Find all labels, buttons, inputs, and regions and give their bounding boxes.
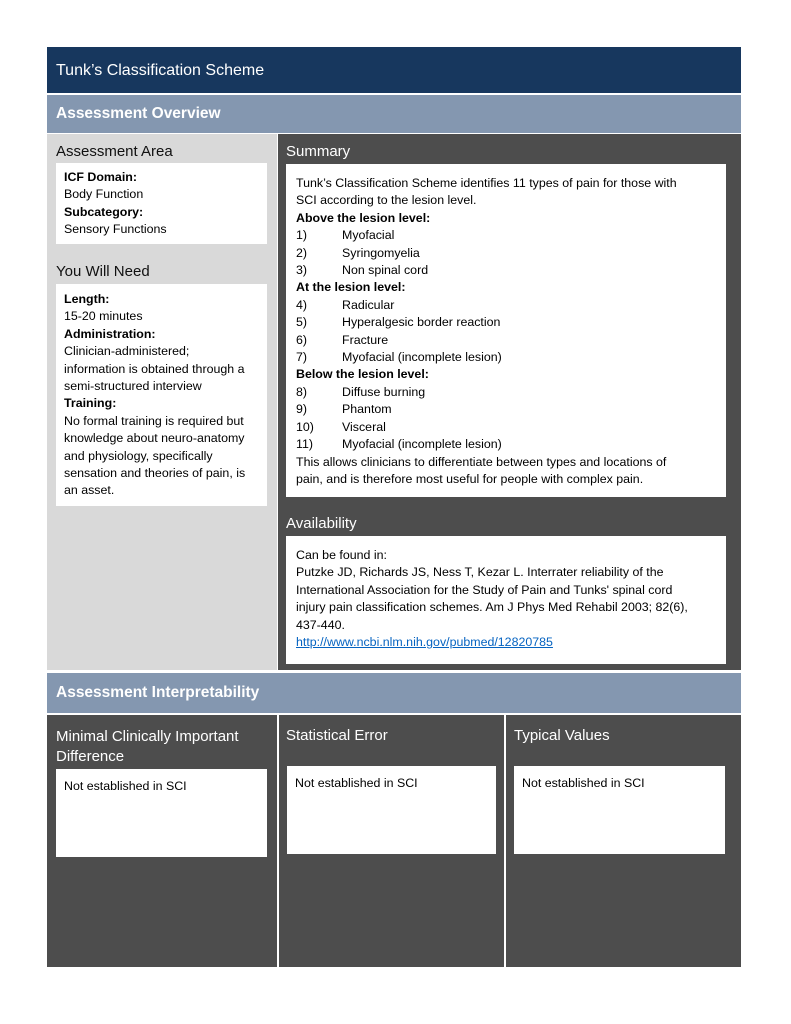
list-number: 11) <box>296 437 313 452</box>
administration-label: Administration: <box>64 326 156 341</box>
below-lesion-list <box>296 384 716 454</box>
above-lesion-list <box>296 227 716 279</box>
at-lesion-label: At the lesion level: <box>296 280 406 295</box>
list-number: 10) <box>296 419 314 434</box>
training-line: knowledge about neuro-anatomy <box>64 431 245 446</box>
citation-line: International Association for the Study of Pain and Tunks' spinal cord <box>296 582 673 597</box>
found-in-text: Can be found in: <box>296 548 387 562</box>
assessment-area-caption: Assessment Area <box>56 143 173 160</box>
list-item <box>296 401 716 418</box>
above-lesion-label: Above the lesion level: <box>296 210 431 225</box>
list-number: 2) <box>296 245 308 260</box>
at-lesion-list <box>296 297 716 367</box>
summary-intro-line: Tunk’s Classification Scheme identifies 11 types of pain for those with <box>296 176 677 190</box>
below-lesion-label: Below the lesion level: <box>296 367 429 382</box>
typical-values-value: Not established in SCI <box>522 776 645 790</box>
training-line: and physiology, specifically <box>64 448 213 463</box>
list-number: 1) <box>296 228 308 243</box>
training-line: sensation and theories of pain, is <box>64 466 246 481</box>
summary-closing-line: pain, and is therefore most useful for people with complex pain. <box>296 471 644 486</box>
you-will-need-box <box>56 284 267 506</box>
statistical-error-value: Not established in SCI <box>295 776 418 790</box>
statistical-error-box <box>287 766 496 854</box>
subcategory-value: Sensory Functions <box>64 222 167 237</box>
list-number: 4) <box>296 297 308 312</box>
list-text: Fracture <box>342 332 389 347</box>
list-number: 3) <box>296 263 308 278</box>
subcategory-label: Subcategory: <box>64 204 144 219</box>
mcid-caption-line: Difference <box>56 748 125 765</box>
citation-line: injury pain classification schemes. Am J Phys Med Rehabil 2003; 82(6), <box>296 600 688 615</box>
mcid-caption <box>56 727 271 767</box>
you-will-need-caption: You Will Need <box>56 263 150 280</box>
icf-domain-label: ICF Domain: <box>64 170 137 184</box>
list-item <box>296 332 716 349</box>
training-label: Training: <box>64 396 117 411</box>
training-line: an asset. <box>64 483 115 498</box>
administration-line: semi-structured interview <box>64 379 202 394</box>
assessment-overview-heading: Assessment Overview <box>47 95 741 133</box>
citation-line: Putzke JD, Richards JS, Ness T, Kezar L. Interrater reliability of the <box>296 565 664 580</box>
list-number: 7) <box>296 350 308 365</box>
typical-values-box <box>514 766 725 854</box>
availability-box <box>286 536 726 664</box>
citation-line: 437-440. <box>296 617 345 632</box>
mcid-box <box>56 769 267 857</box>
statistical-error-caption: Statistical Error <box>286 727 388 744</box>
list-text: Myofacial (incomplete lesion) <box>342 350 502 365</box>
mcid-value: Not established in SCI <box>64 779 187 793</box>
length-label: Length: <box>64 292 110 306</box>
administration-line: information is obtained through a <box>64 361 245 376</box>
list-text: Myofacial <box>342 228 395 243</box>
administration-line: Clinician-administered; <box>64 344 190 359</box>
list-number: 6) <box>296 332 308 347</box>
list-text: Syringomyelia <box>342 245 420 260</box>
list-item <box>296 297 716 314</box>
assessment-area-box <box>56 163 267 244</box>
length-value: 15-20 minutes <box>64 309 143 324</box>
icf-domain-value: Body Function <box>64 187 144 202</box>
availability-caption: Availability <box>286 515 357 532</box>
list-item <box>296 419 716 436</box>
list-number: 9) <box>296 402 308 417</box>
list-text: Hyperalgesic border reaction <box>342 315 501 330</box>
column-divider <box>504 715 506 967</box>
list-number: 8) <box>296 384 308 399</box>
list-number: 5) <box>296 315 308 330</box>
training-line: No formal training is required but <box>64 413 244 428</box>
list-item <box>296 245 716 262</box>
column-divider <box>277 715 279 967</box>
mcid-caption-line: Minimal Clinically Important <box>56 728 239 745</box>
list-text: Visceral <box>342 419 386 434</box>
document-title: Tunk’s Classification Scheme <box>47 47 741 93</box>
list-item <box>296 384 716 401</box>
summary-box <box>286 164 726 497</box>
list-item <box>296 436 716 453</box>
list-item <box>296 314 716 331</box>
list-item <box>296 262 716 279</box>
list-text: Radicular <box>342 297 395 312</box>
typical-values-caption: Typical Values <box>514 727 610 744</box>
assessment-interpretability-heading: Assessment Interpretability <box>47 673 741 713</box>
list-text: Myofacial (incomplete lesion) <box>342 437 502 452</box>
summary-intro-line: SCI according to the lesion level. <box>296 193 477 208</box>
pubmed-link[interactable]: http://www.ncbi.nlm.nih.gov/pubmed/12820785 <box>296 635 553 650</box>
list-text: Diffuse burning <box>342 384 426 399</box>
list-text: Phantom <box>342 402 392 417</box>
list-text: Non spinal cord <box>342 263 429 278</box>
summary-closing-line: This allows clinicians to differentiate between types and locations of <box>296 454 667 469</box>
list-item <box>296 227 716 244</box>
list-item <box>296 349 716 366</box>
summary-caption: Summary <box>286 143 351 160</box>
